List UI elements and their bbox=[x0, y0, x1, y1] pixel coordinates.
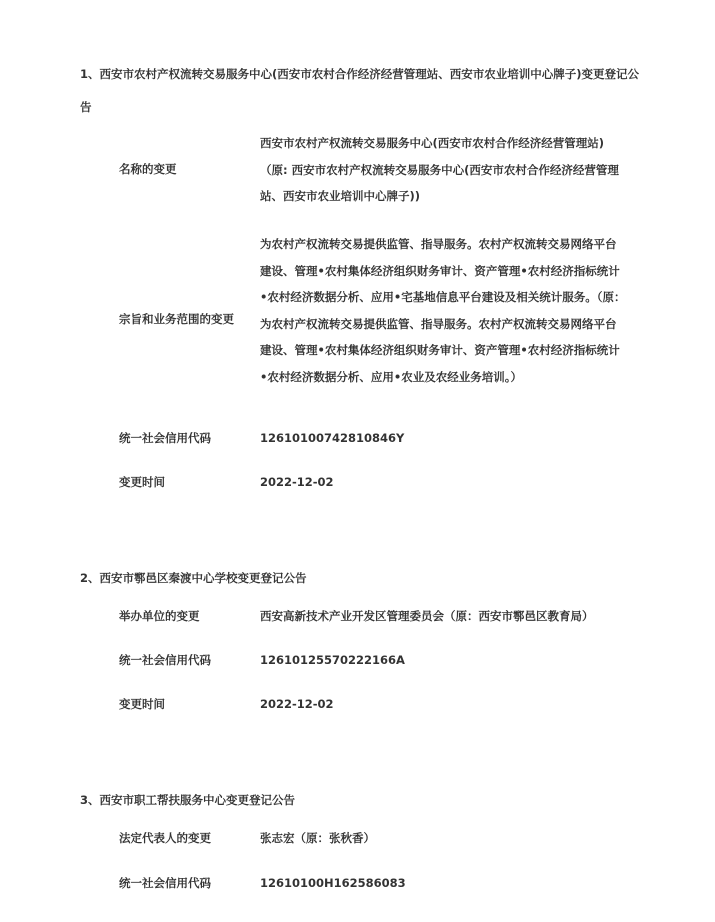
row-label: 统一社会信用代码 bbox=[119, 653, 211, 667]
notice-3-title: 3、西安市职工帮扶服务中心变更登记公告 bbox=[80, 793, 295, 807]
row-value: 西安高新技术产业开发区管理委员会（原：西安市鄠邑区教育局） bbox=[260, 609, 594, 623]
row-value: 西安市农村产权流转交易服务中心(西安市农村合作经济经营管理站)（原: 西安市农村产权流转交易服务中心(西安市农村合作经济经营管理站、西安市农业培训中心牌子)) bbox=[260, 136, 619, 203]
row-value: 2022-12-02 bbox=[260, 475, 334, 489]
row-label: 名称的变更 bbox=[119, 162, 177, 176]
row-label: 统一社会信用代码 bbox=[119, 431, 211, 445]
row-value: 12610100H162586083 bbox=[260, 876, 406, 890]
notice-3-row-legal-rep-change bbox=[119, 828, 639, 848]
notice-3-row-credit-code bbox=[119, 873, 639, 893]
notice-1-row-change-date bbox=[119, 472, 639, 492]
row-value: 12610100742810846Y bbox=[260, 431, 405, 445]
row-label: 统一社会信用代码 bbox=[119, 876, 211, 890]
notice-1-title: 1、西安市农村产权流转交易服务中心(西安市农村合作经济经营管理站、西安市农业培训中心牌子)变更登记公告 bbox=[80, 67, 640, 114]
notice-2-row-sponsor-change bbox=[119, 606, 639, 626]
row-label: 法定代表人的变更 bbox=[119, 831, 211, 845]
notice-1-row-credit-code bbox=[119, 428, 639, 448]
notice-1-row-scope-change bbox=[119, 231, 639, 407]
notice-2-title: 2、西安市鄠邑区秦渡中心学校变更登记公告 bbox=[80, 571, 307, 585]
notice-2-row-credit-code bbox=[119, 650, 639, 670]
notice-2-row-change-date bbox=[119, 694, 639, 714]
row-value: 12610125570222166A bbox=[260, 653, 405, 667]
row-label: 变更时间 bbox=[119, 475, 165, 489]
notice-1-row-name-change bbox=[119, 130, 639, 210]
row-value: 张志宏（原：张秋香） bbox=[260, 831, 375, 845]
row-label: 变更时间 bbox=[119, 697, 165, 711]
row-label: 宗旨和业务范围的变更 bbox=[119, 312, 234, 326]
row-value: 2022-12-02 bbox=[260, 697, 334, 711]
row-label: 举办单位的变更 bbox=[119, 609, 200, 623]
row-value: 为农村产权流转交易提供监管、指导服务。农村产权流转交易网络平台建设、管理•农村集体经济组织财务审计、资产管理•农村经济指标统计•农村经济数据分析、应用•宅基地信息平台建设及相关统计服务。（原：为农村产权流转交易提供监管、指导服务。农村产权流转交易网络平台建设、管理•农村集体经济组织财务审计、资产管理•农村经济指标统计•农村经济数据分析、应用•农业及农经业务培训。） bbox=[260, 237, 626, 384]
